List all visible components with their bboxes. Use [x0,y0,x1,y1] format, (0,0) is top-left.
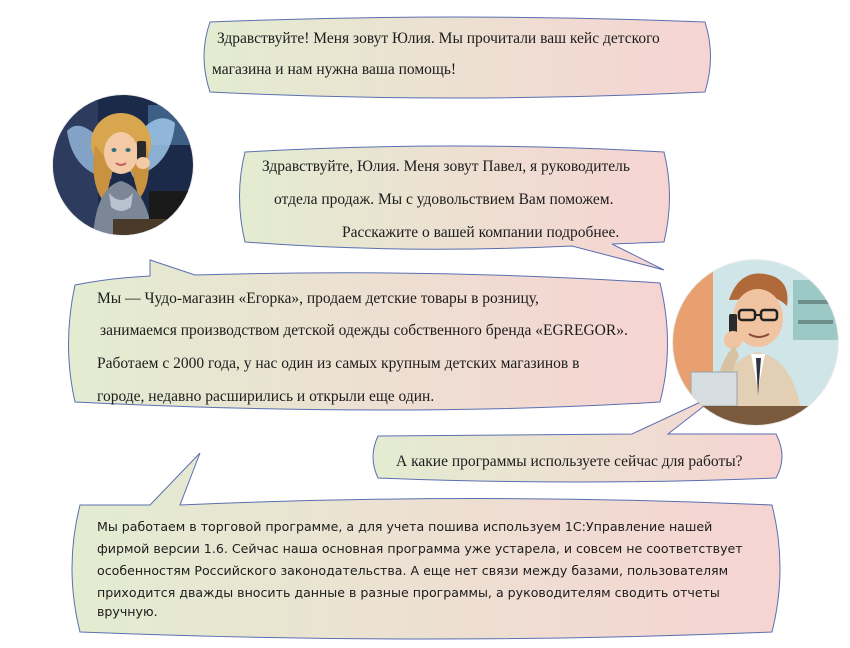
bubble-1-line-2: магазина и нам нужна ваша помощь! [212,61,457,78]
fairy-woman-on-phone-icon [53,95,193,235]
bubble-5-line-5: вручную. [97,604,158,619]
bubble-5-line-2: фирмой версии 1.6. Сейчас наша основная программа уже устарела, и совсем не соответствует [97,541,743,556]
bubble-3-line-1: Мы — Чудо-магазин «Егорка», продаем детские товары в розницу, [97,290,539,307]
bubble-5-line-3: особенностям Российского законодательства. А еще нет связи между базами, пользователям [97,563,729,578]
man-with-glasses-on-phone-icon [673,260,838,425]
bubble-4-line-1: А какие программы используете сейчас для работы? [396,453,743,470]
bubble-3-line-3: Работаем с 2000 года, у нас один из самых крупным детских магазинов в [97,355,580,372]
bubble-2-line-1: Здравствуйте, Юлия. Меня зовут Павел, я руководитель [262,158,630,175]
bubble-3-line-2: занимаемся производством детской одежды собственного бренда «EGREGOR». [100,322,628,339]
bubble-5-line-1: Мы работаем в торговой программе, а для учета пошива используем 1С:Управление нашей [97,519,713,534]
bubble-3-line-4: городе, недавно расширились и открыли еще один. [97,388,435,405]
bubble-2-line-3: Расскажите о вашей компании подробнее. [342,224,620,241]
bubble-1-line-1: Здравствуйте! Меня зовут Юлия. Мы прочитали ваш кейс детского [217,30,660,47]
bubble-2-line-2: отдела продаж. Мы с удовольствием Вам поможем. [274,191,614,208]
bubble-5-line-4: приходится дважды вносить данные в разные программы, а руководителям сводить отчеты [97,585,720,600]
